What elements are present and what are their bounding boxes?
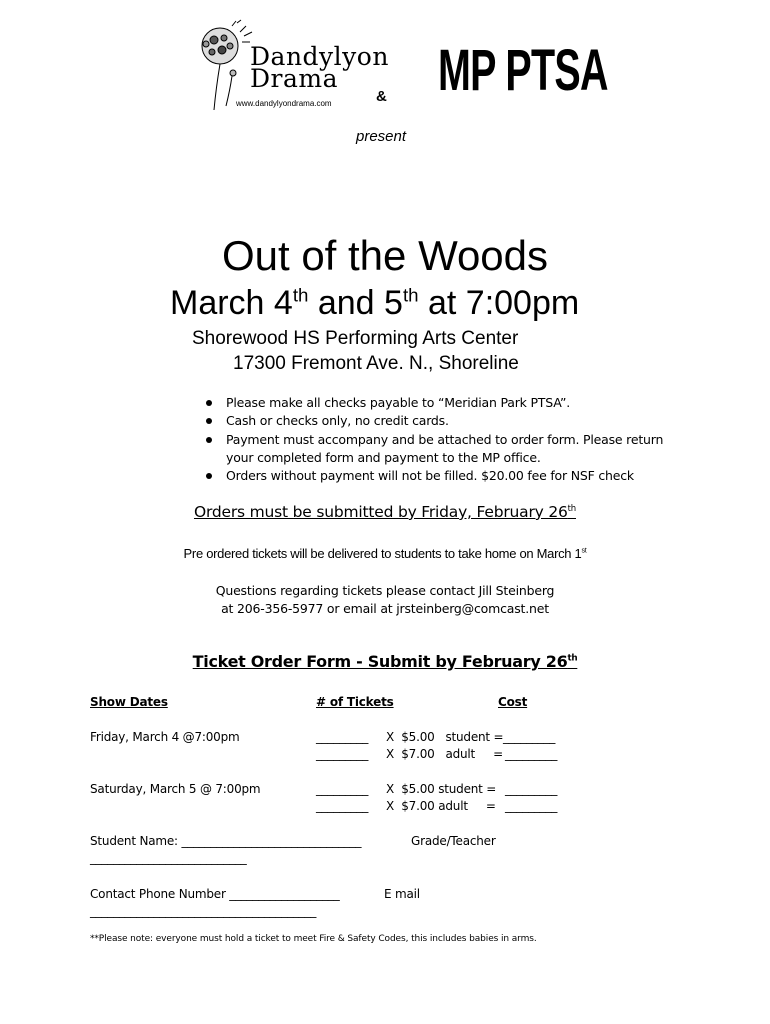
show-date-friday: Friday, March 4 @7:00pm	[90, 730, 240, 744]
questions-contact	[0, 582, 770, 618]
total-field[interactable]: _________	[505, 799, 558, 813]
questions-line1: Questions regarding tickets please contact Jill Steinberg	[215, 583, 555, 598]
footnote: **Please note: everyone must hold a ticket to meet Fire & Safety Codes, this includes babies in arms.	[90, 934, 537, 944]
header-cost: Cost	[498, 695, 528, 709]
email-label: E mail	[384, 887, 420, 901]
grade-teacher-label: Grade/Teacher	[411, 834, 496, 848]
total-field[interactable]: _________	[503, 730, 556, 744]
bullet-icon	[206, 400, 212, 406]
logo-name-line2: Drama	[250, 64, 339, 93]
logo-url: www.dandylyondrama.com	[236, 99, 332, 108]
list-item: Please make all checks payable to “Meridian Park PTSA”.	[206, 394, 686, 412]
list-item: Orders without payment will not be filled. $20.00 fee for NSF check	[206, 467, 686, 485]
price-label: X $7.00 adult =	[386, 799, 496, 813]
bullet-icon	[206, 418, 212, 424]
event-date: March 4th and 5th at 7:00pm	[170, 284, 580, 322]
present-text: present	[356, 128, 407, 145]
contact-phone-field[interactable]: Contact Phone Number ___________________	[90, 887, 340, 901]
event-address: 17300 Fremont Ave. N., Shoreline	[233, 353, 519, 374]
header-tickets: # of Tickets	[316, 695, 394, 709]
form-title: Ticket Order Form - Submit by February 26th	[192, 652, 578, 671]
list-item: Payment must accompany and be attached to order form. Please return your completed form and payment to the MP office.	[206, 431, 686, 468]
questions-line2: at 206-356-5977 or email at jrsteinberg@comcast.net	[221, 601, 549, 616]
ticket-qty-field[interactable]: _________	[316, 782, 369, 796]
ticket-qty-field[interactable]: _________	[316, 730, 369, 744]
bullet-icon	[206, 473, 212, 479]
grade-teacher-field[interactable]: ___________________________	[90, 851, 247, 865]
bullet-icon	[206, 437, 212, 443]
list-item: Cash or checks only, no credit cards.	[206, 412, 686, 430]
price-label: X $5.00 student =	[386, 782, 497, 796]
ticket-qty-field[interactable]: _________	[316, 747, 369, 761]
email-field[interactable]: _______________________________________	[90, 904, 317, 918]
header-show-dates: Show Dates	[90, 695, 168, 709]
logo-name	[250, 42, 389, 93]
price-label: X $7.00 adult =	[386, 747, 503, 761]
student-name-field[interactable]: Student Name: _______________________________	[90, 834, 362, 848]
event-title: Out of the Woods	[221, 232, 549, 279]
payment-instructions	[206, 394, 686, 485]
total-field[interactable]: _________	[505, 747, 558, 761]
price-label: X $5.00 student =	[386, 730, 504, 744]
orders-deadline: Orders must be submitted by Friday, February 26th	[193, 503, 576, 521]
logo-name-line1: Dandylyon	[250, 42, 389, 71]
ptsa-logo: MP PTSA	[438, 38, 608, 103]
delivery-note: Pre ordered tickets will be delivered to students to take home on March 1st	[183, 546, 587, 561]
ampersand: &	[376, 88, 387, 105]
total-field[interactable]: _________	[505, 782, 558, 796]
ticket-qty-field[interactable]: _________	[316, 799, 369, 813]
show-date-saturday: Saturday, March 5 @ 7:00pm	[90, 782, 261, 796]
event-venue: Shorewood HS Performing Arts Center	[192, 328, 519, 349]
